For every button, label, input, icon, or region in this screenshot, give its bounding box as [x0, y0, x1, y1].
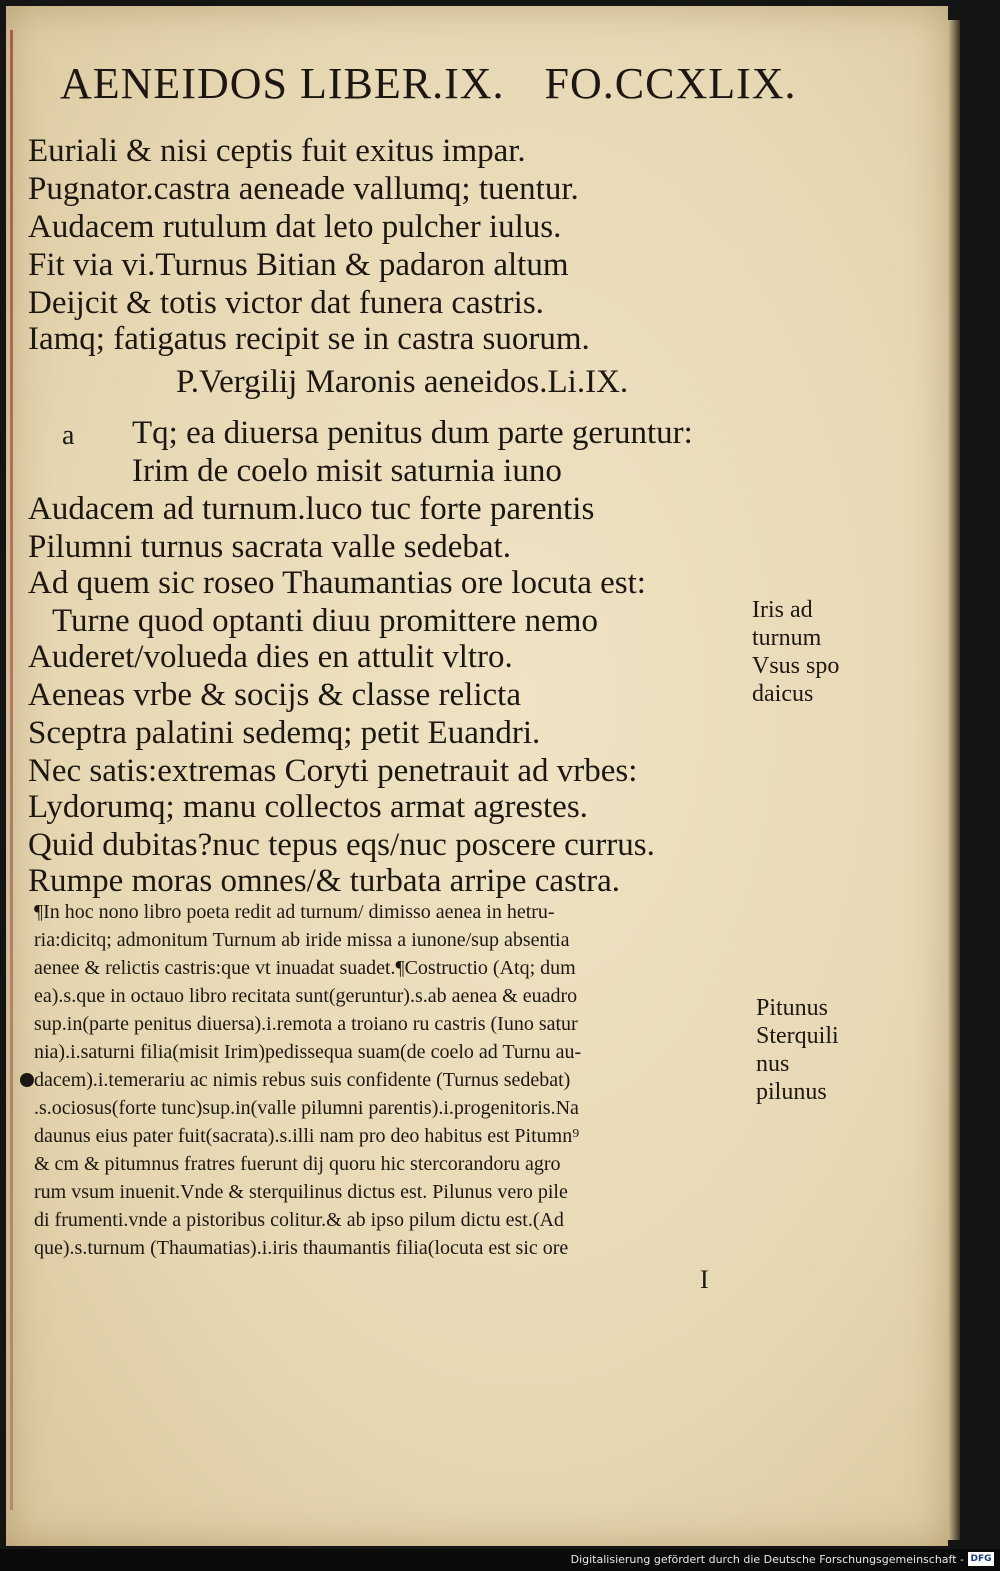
argument-line: Audacem rutulum dat leto pulcher iulus. [28, 209, 562, 245]
commentary-line: & cm & pitumnus fratres fuerunt dij quoru hic stercorandoru agro [34, 1153, 561, 1175]
commentary-line: daunus eius pater fuit(sacrata).s.illi nam pro deo habitus est Pitumn⁹ [34, 1125, 580, 1147]
commentary-line: ¶In hoc nono libro poeta redit ad turnum/ dimisso aenea in hetru- [34, 901, 555, 923]
marginal-note-iris [752, 596, 839, 708]
argument-line: Euriali & nisi ceptis fuit exitus impar. [28, 133, 526, 169]
marginal-note-line: turnum [752, 625, 822, 651]
argument-line: Pugnator.castra aeneade vallumq; tuentur. [28, 171, 579, 207]
verse-line: Nec satis:extremas Coryti penetrauit ad vrbes: [28, 753, 638, 789]
marginal-note-line: Iris ad [752, 597, 813, 623]
verse-line: Sceptra palatini sedemq; petit Euandri. [28, 715, 541, 751]
initial-guide-letter: a [62, 420, 75, 451]
verse-line: Ad quem sic roseo Thaumantias ore locuta est: [28, 565, 646, 601]
running-head [60, 58, 797, 118]
verse-line: Lydorumq; manu collectos armat agrestes. [28, 789, 588, 825]
commentary-line: ria:dicitq; admonitum Turnum ab iride missa a iunone/sup absentia [34, 929, 570, 951]
marginal-note-line: nus [756, 1051, 790, 1077]
book-title: P.Vergilij Maronis aeneidos.Li.IX. [176, 364, 629, 400]
verse-line: Quid dubitas?nuc tepus eqs/nuc poscere currus. [28, 827, 655, 863]
verse-line: Turne quod optanti diuu promittere nemo [52, 603, 598, 639]
verse-line: Auderet/volueda dies en attulit vltro. [28, 639, 513, 675]
commentary-line: .s.ociosus(forte tunc)sup.in(valle pilumni parentis).i.progenitoris.Na [34, 1097, 579, 1119]
marginal-note-pitunus [756, 994, 839, 1106]
signature-mark: I [700, 1265, 709, 1294]
marginal-note-line: Pitunus [756, 995, 829, 1021]
verse-line: Tq; ea diuersa penitus dum parte geruntur: [132, 415, 693, 451]
bullet-mark-icon [20, 1073, 34, 1087]
verse-line: Audacem ad turnum.luco tuc forte parentis [28, 491, 595, 527]
verse-line: Irim de coelo misit saturnia iuno [132, 453, 562, 489]
commentary-line: di frumenti.vnde a pistoribus colitur.& ab ipso pilum dictu est.(Ad [34, 1209, 564, 1231]
page-edge [948, 20, 960, 1540]
marginal-note-line: Sterquili [756, 1023, 839, 1049]
dfg-logo-icon: DFG [968, 1552, 994, 1566]
commentary-line: sup.in(parte penitus diuersa).i.remota a troiano ru castris (Iuno satur [34, 1013, 578, 1035]
argument-line: Iamq; fatigatus recipit se in castra suorum. [28, 321, 590, 357]
commentary-line: nia).i.saturni filia(misit Irim)pedissequa suam(de coelo ad Turnu au- [34, 1041, 582, 1063]
commentary-line: ea).s.que in octauo libro recitata sunt(geruntur).s.ab aenea & euadro [34, 985, 578, 1007]
footer-credit: Digitalisierung gefördert durch die Deutsche Forschungsgemeinschaft - [570, 1553, 964, 1566]
marginal-note-line: daicus [752, 681, 814, 707]
folio-number: FO.CCXLIX. [544, 59, 797, 108]
gutter-stain [10, 30, 13, 1510]
verse-line: Aeneas vrbe & socijs & classe relicta [28, 677, 521, 713]
verse-line: Rumpe moras omnes/& turbata arripe castra. [28, 863, 620, 899]
commentary-line: rum vsum inuenit.Vnde & sterquilinus dictus est. Pilunus vero pile [34, 1181, 568, 1203]
running-head-title: AENEIDOS LIBER.IX. [60, 59, 505, 108]
commentary-line: dacem).i.temerariu ac nimis rebus suis confidente (Turnus sedebat) [34, 1069, 571, 1091]
commentary-line: aenee & relictis castris:que vt inuadat suadet.¶Costructio (Atq; dum [34, 957, 576, 979]
commentary-line: que).s.turnum (Thaumatias).i.iris thaumantis filia(locuta est sic ore [34, 1237, 569, 1259]
footer-bar [0, 1549, 1000, 1571]
marginal-note-line: pilunus [756, 1079, 827, 1105]
marginal-note-line: Vsus spo [752, 653, 840, 679]
argument-line: Deijcit & totis victor dat funera castris. [28, 285, 544, 321]
verse-line: Pilumni turnus sacrata valle sedebat. [28, 529, 511, 565]
argument-line: Fit via vi.Turnus Bitian & padaron altum [28, 247, 569, 283]
